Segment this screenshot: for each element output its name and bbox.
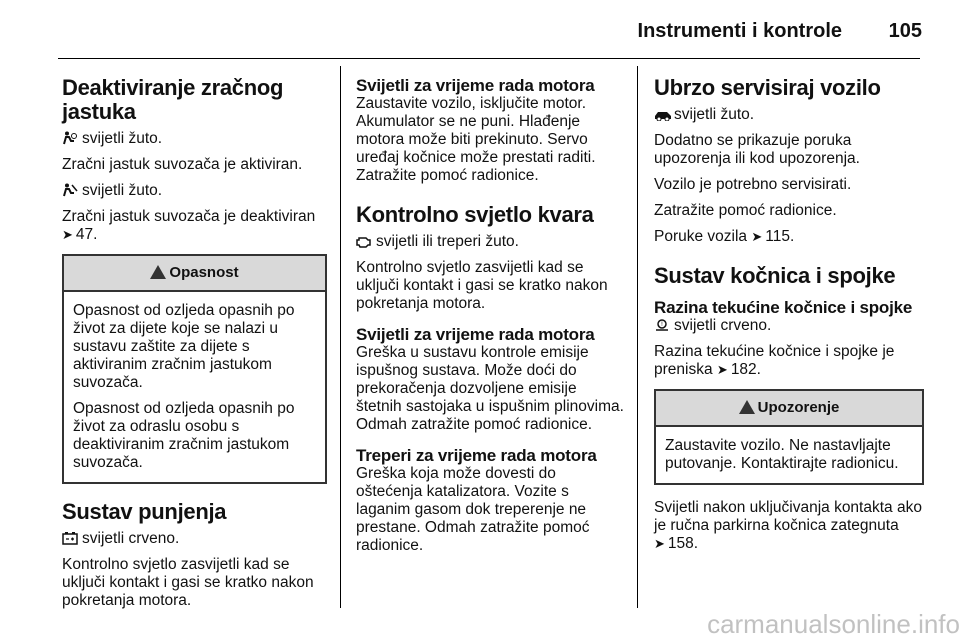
section-heading: Kontrolno svjetlo kvara (356, 202, 594, 227)
airbag-off-icon (62, 183, 78, 197)
page-reference[interactable]: ➤ 47. (62, 226, 97, 243)
page-number: 105 (888, 20, 922, 42)
engine-check-icon (356, 234, 372, 248)
service-vehicle-icon (654, 107, 670, 121)
column-3: Ubrzo servisiraj vozilo svijetli žuto. Dodatno se prikazuje poruka upozorenja ili kod upozorenja. Vozilo je potrebno servisirati. Zatražite pomoć radionice. Poruke vozila ➤ 115. Sustav kočnica i spojke Razina tekućine kočnice i spojke ! svijetli crveno. Razina tekućine kočnice i spojke je preniska ➤ 182. Upozorenje Zaustavite vozilo. Ne nastavljajte putovanje. Kontaktirajte radionicu. Svijetli nakon uključivanja kontakta ako je ručna parkirna kočnica zategnuta ➤ 158. (654, 70, 924, 561)
column-divider (637, 66, 638, 608)
column-divider (340, 66, 341, 608)
svg-text:!: ! (661, 322, 663, 328)
subheading: Razina tekućine kočnice i spojke (654, 298, 913, 317)
column-1: Deaktiviranje zračnog jastuka svijetli žuto. Zračni jastuk suvozača je aktiviran. svijetli žuto. Zračni jastuk suvozača je deaktiviran ➤ 47. Opasnost Opasnost od ozljeda opasnih po život za dijete koje se nalazi u sustavu zaštite za dijete s aktiviranim zračnim jastukom suvozača. Opasnost od ozljeda opasnih po život za odraslu osobu s deaktiviranim zračnim jastukom suvozača. Sustav punjenja svijetli crveno. Kontrolno svjetlo zasvijetli kad se uključi kontakt i gasi se kratko nakon pokretanja motora. (62, 70, 327, 618)
subheading: Svijetli za vrijeme rada motora (356, 76, 595, 95)
section-heading: Sustav punjenja (62, 499, 227, 524)
warning-triangle-icon (150, 265, 166, 279)
subheading: Svijetli za vrijeme rada motora (356, 325, 595, 344)
header-rule (58, 58, 920, 59)
column-2: Svijetli za vrijeme rada motora Zaustavite vozilo, isključite motor. Akumulator se ne puni. Hlađenje motora može biti prekinuto. Servo uređaj kočnice može prestati raditi. Zatražite pomoć radionice. Kontrolno svjetlo kvara svijetli ili treperi žuto. Kontrolno svjetlo zasvijetli kad se uključi kontakt i gasi se kratko nakon pokretanja motora. Svijetli za vrijeme rada motora Greška u sustavu kontrole emisije ispušnog sustava. Može doći do prekoračenja dozvoljene emisije štetnih sastojaka u ispušnim plinovima. Odmah zatražite pomoć radionice. Treperi za vrijeme rada motora Greška koja može dovesti do oštećenja katalizatora. Vozite s laganim gasom dok treperenje ne prestane. Odmah zatražite pomoć radionice. (356, 70, 626, 563)
danger-header: Opasnost (64, 256, 325, 292)
brake-fluid-icon (654, 318, 670, 332)
subheading: Treperi za vrijeme rada motora (356, 446, 597, 465)
section-heading: Ubrzo servisiraj vozilo (654, 75, 881, 100)
watermark: carmanualsonline.info (707, 609, 960, 639)
section-heading: Sustav kočnica i spojke (654, 263, 896, 288)
page-reference[interactable]: ➤ 115. (751, 228, 794, 245)
warning-triangle-icon (739, 400, 755, 414)
danger-box: Opasnost Opasnost od ozljeda opasnih po život za dijete koje se nalazi u sustavu zaštite za dijete s aktiviranim zračnim jastukom suvozača. Opasnost od ozljeda opasnih po život za odraslu osobu s deaktiviranim zračnim jastukom suvozača. (62, 254, 327, 484)
warning-header: Upozorenje (656, 391, 922, 427)
page-header (0, 12, 960, 52)
page-reference[interactable]: ➤ 182. (717, 361, 761, 378)
warning-box: Upozorenje Zaustavite vozilo. Ne nastavljajte putovanje. Kontaktirajte radionicu. (654, 389, 924, 485)
airbag-on-icon (62, 131, 78, 145)
page-reference[interactable]: ➤ 158. (654, 535, 698, 552)
section-heading: Deaktiviranje zračnog jastuka (62, 75, 284, 124)
battery-icon (62, 531, 78, 545)
header-title: Instrumenti i kontrole (637, 20, 842, 42)
